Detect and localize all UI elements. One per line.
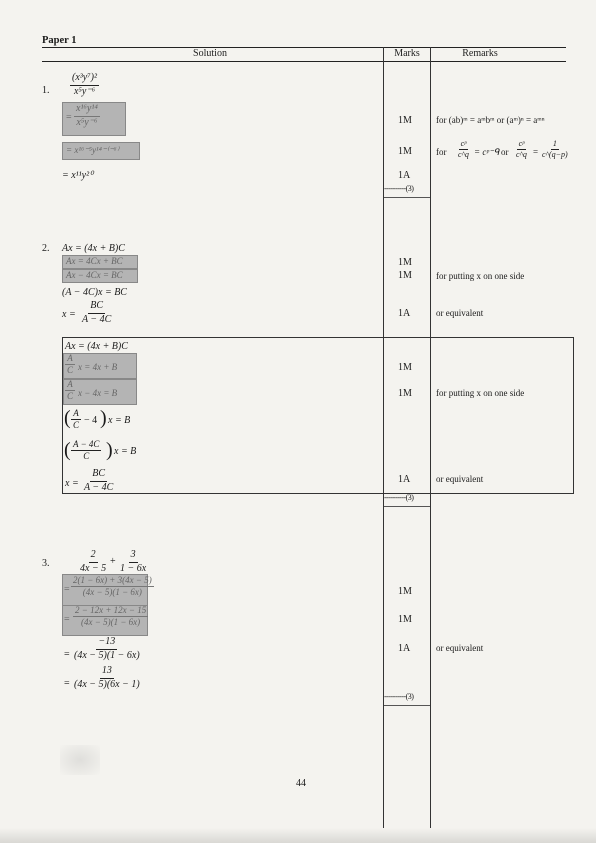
- q1-remark-2-f2-den: c^q: [516, 150, 527, 160]
- q2-alt-line-5-open-paren: (: [64, 439, 71, 461]
- q1-total-underline: [384, 197, 430, 198]
- q2-alt-line-4-rest: x = B: [108, 415, 131, 426]
- q2-alt-line-4-minus: − 4: [84, 415, 98, 426]
- q3-f2-num: 3: [129, 550, 138, 563]
- question-number-1: 1.: [42, 85, 50, 96]
- q1-step1: [74, 104, 100, 128]
- q3-step2-equals: =: [64, 614, 70, 625]
- q1-mark-3: 1A: [398, 170, 411, 181]
- q2-alt-f3-den: C: [73, 420, 80, 431]
- q1-step3: = x¹¹y²⁰: [62, 170, 94, 181]
- question-number-3: 3.: [42, 558, 50, 569]
- q1-expression-denominator: x⁵y⁻⁶: [73, 85, 96, 97]
- q2-alt-line-4-open-paren: (: [64, 407, 71, 429]
- q2-alt-remark-side: for putting x on one side: [436, 388, 525, 398]
- q3-f2-den: 1 − 6x: [120, 562, 147, 574]
- q2-alt-f3-num: A: [71, 409, 81, 420]
- q1-remark-1: for (ab)ᵐ = aᵐbᵐ or (aᵐ)ⁿ = aᵐⁿ: [436, 115, 545, 125]
- remarks-header: Remarks: [462, 48, 498, 59]
- q2-alt-line-5-fraction: [71, 440, 101, 462]
- q3-s2-den: (4x − 5)(1 − 6x): [81, 617, 141, 628]
- q1-mark-1: 1M: [398, 115, 412, 126]
- q1-total-marks: ----------(3): [384, 184, 414, 193]
- q2-alt-line-2-rest: x = 4x + B: [78, 362, 118, 372]
- q1-remark-2-f2-num: cᵖ: [517, 140, 527, 150]
- q2-alt-mark-3: 1A: [398, 474, 411, 485]
- q3-mark-2: 1M: [398, 614, 412, 625]
- q2-alt-line-1: Ax = (4x + B)C: [65, 341, 128, 352]
- q2-total-marks: ----------(3): [384, 493, 414, 502]
- q3-plus: +: [110, 556, 116, 567]
- solution-header: Solution: [193, 48, 227, 59]
- q3-mark-3: 1A: [398, 643, 411, 654]
- page-number: 44: [296, 778, 306, 789]
- q3-mark-1: 1M: [398, 586, 412, 597]
- q2-alt-f4-num: A − 4C: [71, 440, 101, 451]
- q2-alt-remark-equivalent: or equivalent: [436, 474, 484, 484]
- question-number-2: 2.: [42, 243, 50, 254]
- q1-expression-numerator: (x³y⁷)²: [70, 73, 99, 86]
- q2-alt-line-4-fraction: [71, 409, 81, 431]
- q2-alternative-solution-box: [62, 337, 574, 494]
- q1-remark-2-fraction-3: [540, 140, 570, 160]
- q2-alt-f1-den: C: [67, 365, 74, 376]
- scan-smudge: [60, 745, 100, 775]
- q2-line-2: Ax = 4Cx + BC: [66, 256, 123, 266]
- q3-step4-equals: =: [64, 678, 70, 689]
- q2-alt-f4-den: C: [83, 451, 90, 462]
- q3-step4: [72, 666, 142, 690]
- q2-alt-line-5-close: [106, 440, 113, 460]
- marks-header: Marks: [394, 48, 420, 59]
- q1-step1-numerator: x¹⁶y¹⁴: [74, 104, 100, 117]
- q2-alt-result-denominator: A − 4C: [84, 481, 114, 493]
- q2-result-numerator: BC: [88, 301, 105, 314]
- q2-line-1: Ax = (4x + B)C: [62, 243, 125, 254]
- scan-bottom-shadow: [0, 828, 596, 843]
- q3-step1: [71, 576, 154, 598]
- q3-s4-den: (4x − 5)(6x − 1): [74, 678, 140, 690]
- q3-f1-den: 4x − 5: [80, 562, 107, 574]
- q2-mark-3: 1A: [398, 308, 411, 319]
- q2-result: [80, 301, 113, 325]
- q3-step1-equals: =: [64, 584, 70, 595]
- q3-s3-den: (4x − 5)(1 − 6x): [74, 649, 140, 661]
- q2-alt-line-4-close: [100, 408, 107, 428]
- q1-step2: = x¹⁶⁻⁵y¹⁴⁻⁽⁻⁶⁾: [66, 145, 119, 155]
- q3-s3-num: −13: [96, 637, 117, 650]
- q1-remark-2-fraction-2: [514, 140, 529, 160]
- q2-alt-mark-2: 1M: [398, 388, 412, 399]
- q2-x-equals: x =: [62, 309, 76, 320]
- q3-remark-equivalent: or equivalent: [436, 643, 484, 653]
- q3-step3: [72, 637, 142, 661]
- q2-alt-f1-num: A: [65, 354, 75, 365]
- q2-alt-line-3-fraction: [65, 380, 75, 402]
- q2-line-4: (A − 4C)x = BC: [62, 287, 127, 298]
- q2-mark-1: 1M: [398, 257, 412, 268]
- q3-s1-num: 2(1 − 6x) + 3(4x − 5): [71, 576, 154, 587]
- q2-alt-line-4-close-paren: ): [100, 407, 107, 429]
- q1-step1-equals: =: [66, 112, 72, 123]
- q3-s2-num: 2 − 12x + 12x − 15: [73, 606, 148, 617]
- q3-fraction-2: [118, 550, 148, 574]
- q2-alt-line-2-fraction: [65, 354, 75, 376]
- q1-remark-2-eq: =: [533, 147, 539, 157]
- q2-alt-line-5: [64, 440, 71, 460]
- q2-alt-line-3-rest: x − 4x = B: [78, 388, 118, 398]
- q2-remark-side: for putting x on one side: [436, 271, 525, 281]
- q2-remark-equivalent: or equivalent: [436, 308, 484, 318]
- q1-expression: [70, 73, 99, 97]
- q2-alt-mark-1: 1M: [398, 362, 412, 373]
- q1-remark-2-rhs1: = cᵖ⁻ᑫ: [474, 147, 500, 157]
- q3-step2: [73, 606, 148, 628]
- q1-remark-2-f3-den: c^(q−p): [542, 150, 568, 160]
- q3-total-marks: ----------(3): [384, 692, 414, 701]
- q2-mark-2: 1M: [398, 270, 412, 281]
- q2-alt-x-equals: x =: [65, 478, 79, 489]
- q1-remark-2-for: for: [436, 147, 447, 157]
- q1-step1-denominator: x⁵y⁻⁶: [76, 116, 98, 128]
- q1-mark-2: 1M: [398, 146, 412, 157]
- q2-alt-result: [82, 469, 115, 493]
- q3-f1-num: 2: [89, 550, 98, 563]
- q3-total-underline: [384, 705, 430, 706]
- q2-alt-result-numerator: BC: [90, 469, 107, 482]
- q2-total-underline: [384, 506, 430, 507]
- q3-s4-num: 13: [100, 666, 114, 679]
- q1-remark-2-f1-den: c^q: [458, 150, 469, 160]
- q2-line-3: Ax − 4Cx = BC: [66, 270, 123, 280]
- q1-remark-2-f1-num: cᵖ: [459, 140, 469, 150]
- q3-step3-equals: =: [64, 649, 70, 660]
- q2-alt-line-5-close-paren: ): [106, 439, 113, 461]
- q1-remark-2-or: or: [501, 147, 509, 157]
- q3-s1-den: (4x − 5)(1 − 6x): [82, 587, 142, 598]
- q2-alt-f2-den: C: [67, 391, 74, 402]
- paper-title: Paper 1: [42, 35, 77, 46]
- q2-alt-line-5-rest: x = B: [114, 446, 137, 457]
- q1-remark-2-fraction-1: [456, 140, 471, 160]
- header-rule: [42, 61, 566, 62]
- q2-result-denominator: A − 4C: [82, 313, 112, 325]
- q1-remark-2-f3-num: 1: [551, 140, 559, 150]
- q2-alt-f2-num: A: [65, 380, 75, 391]
- q3-fraction-1: [78, 550, 108, 574]
